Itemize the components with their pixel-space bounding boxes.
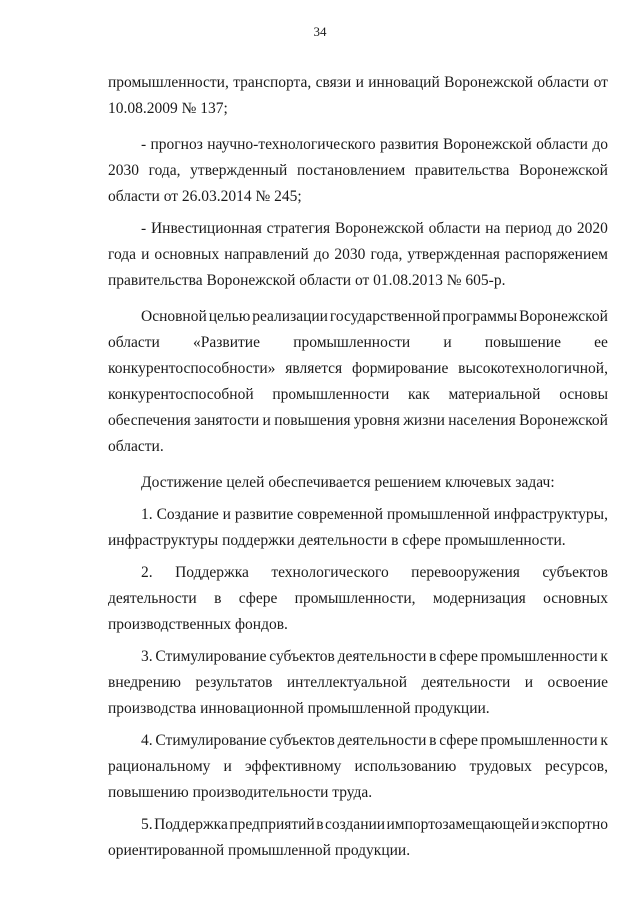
paragraph [108,70,608,122]
text-line: области от 26.03.2014 № 245; [108,188,302,205]
text-line: Основной целью реализации государственной программы Воронежской [141,308,608,325]
text-line: повышению производительности труда. [108,784,373,801]
text-line: рациональному и эффективному использованию трудовых ресурсов, [108,758,608,775]
text-line: - прогноз научно-технологического развития Воронежской области до [141,136,608,153]
text-line: 4. Стимулирование субъектов деятельности в сфере промышленности к [141,732,608,749]
paragraph [108,502,608,554]
text-line: деятельности в сфере промышленности, модернизация основных [108,590,608,607]
text-line: области. [108,438,164,455]
paragraph [108,560,608,638]
text-line: 2. Поддержка технологического перевооружения субъектов [141,564,608,581]
text-line: конкурентоспособности» является формирование высокотехнологичной, [108,360,608,377]
paragraph [108,216,608,294]
text-line: обеспечения занятости и повышения уровня жизни населения Воронежской [108,412,608,429]
paragraph [108,644,608,722]
page-number: 34 [313,24,327,39]
paragraph [108,812,608,864]
text-line: 3. Стимулирование субъектов деятельности в сфере промышленности к [141,648,608,665]
text-line: 5. Поддержка предприятий в создании импортозамещающей и экспортно [141,816,608,833]
paragraph [108,470,608,496]
paragraph [108,132,608,210]
text-line: ориентированной промышленной продукции. [108,842,411,859]
text-line: инфраструктуры поддержки деятельности в сфере промышленности. [108,532,566,549]
text-line: производства инновационной промышленной продукции. [108,700,490,717]
document-body [108,70,608,864]
text-line: 2030 года, утвержденный постановлением правительства Воронежской [108,162,608,179]
text-line: 10.08.2009 № 137; [108,100,228,117]
text-line: - Инвестиционная стратегия Воронежской области на период до 2020 [141,220,608,237]
text-line: 1. Создание и развитие современной промышленной инфраструктуры, [141,506,608,523]
text-line: области «Развитие промышленности и повышение ее [108,334,608,351]
text-line: промышленности, транспорта, связи и инноваций Воронежской области от [108,74,608,91]
text-line: Достижение целей обеспечивается решением ключевых задач: [141,474,555,491]
text-line: года и основных направлений до 2030 года, утвержденная распоряжением [108,246,608,263]
text-line: внедрению результатов интеллектуальной деятельности и освоение [108,674,608,691]
text-line: производственных фондов. [108,616,288,633]
text-line: правительства Воронежской области от 01.08.2013 № 605-р. [108,272,506,289]
paragraph [108,304,608,460]
paragraph [108,728,608,806]
text-line: конкурентоспособной промышленности как материальной основы [108,386,608,403]
